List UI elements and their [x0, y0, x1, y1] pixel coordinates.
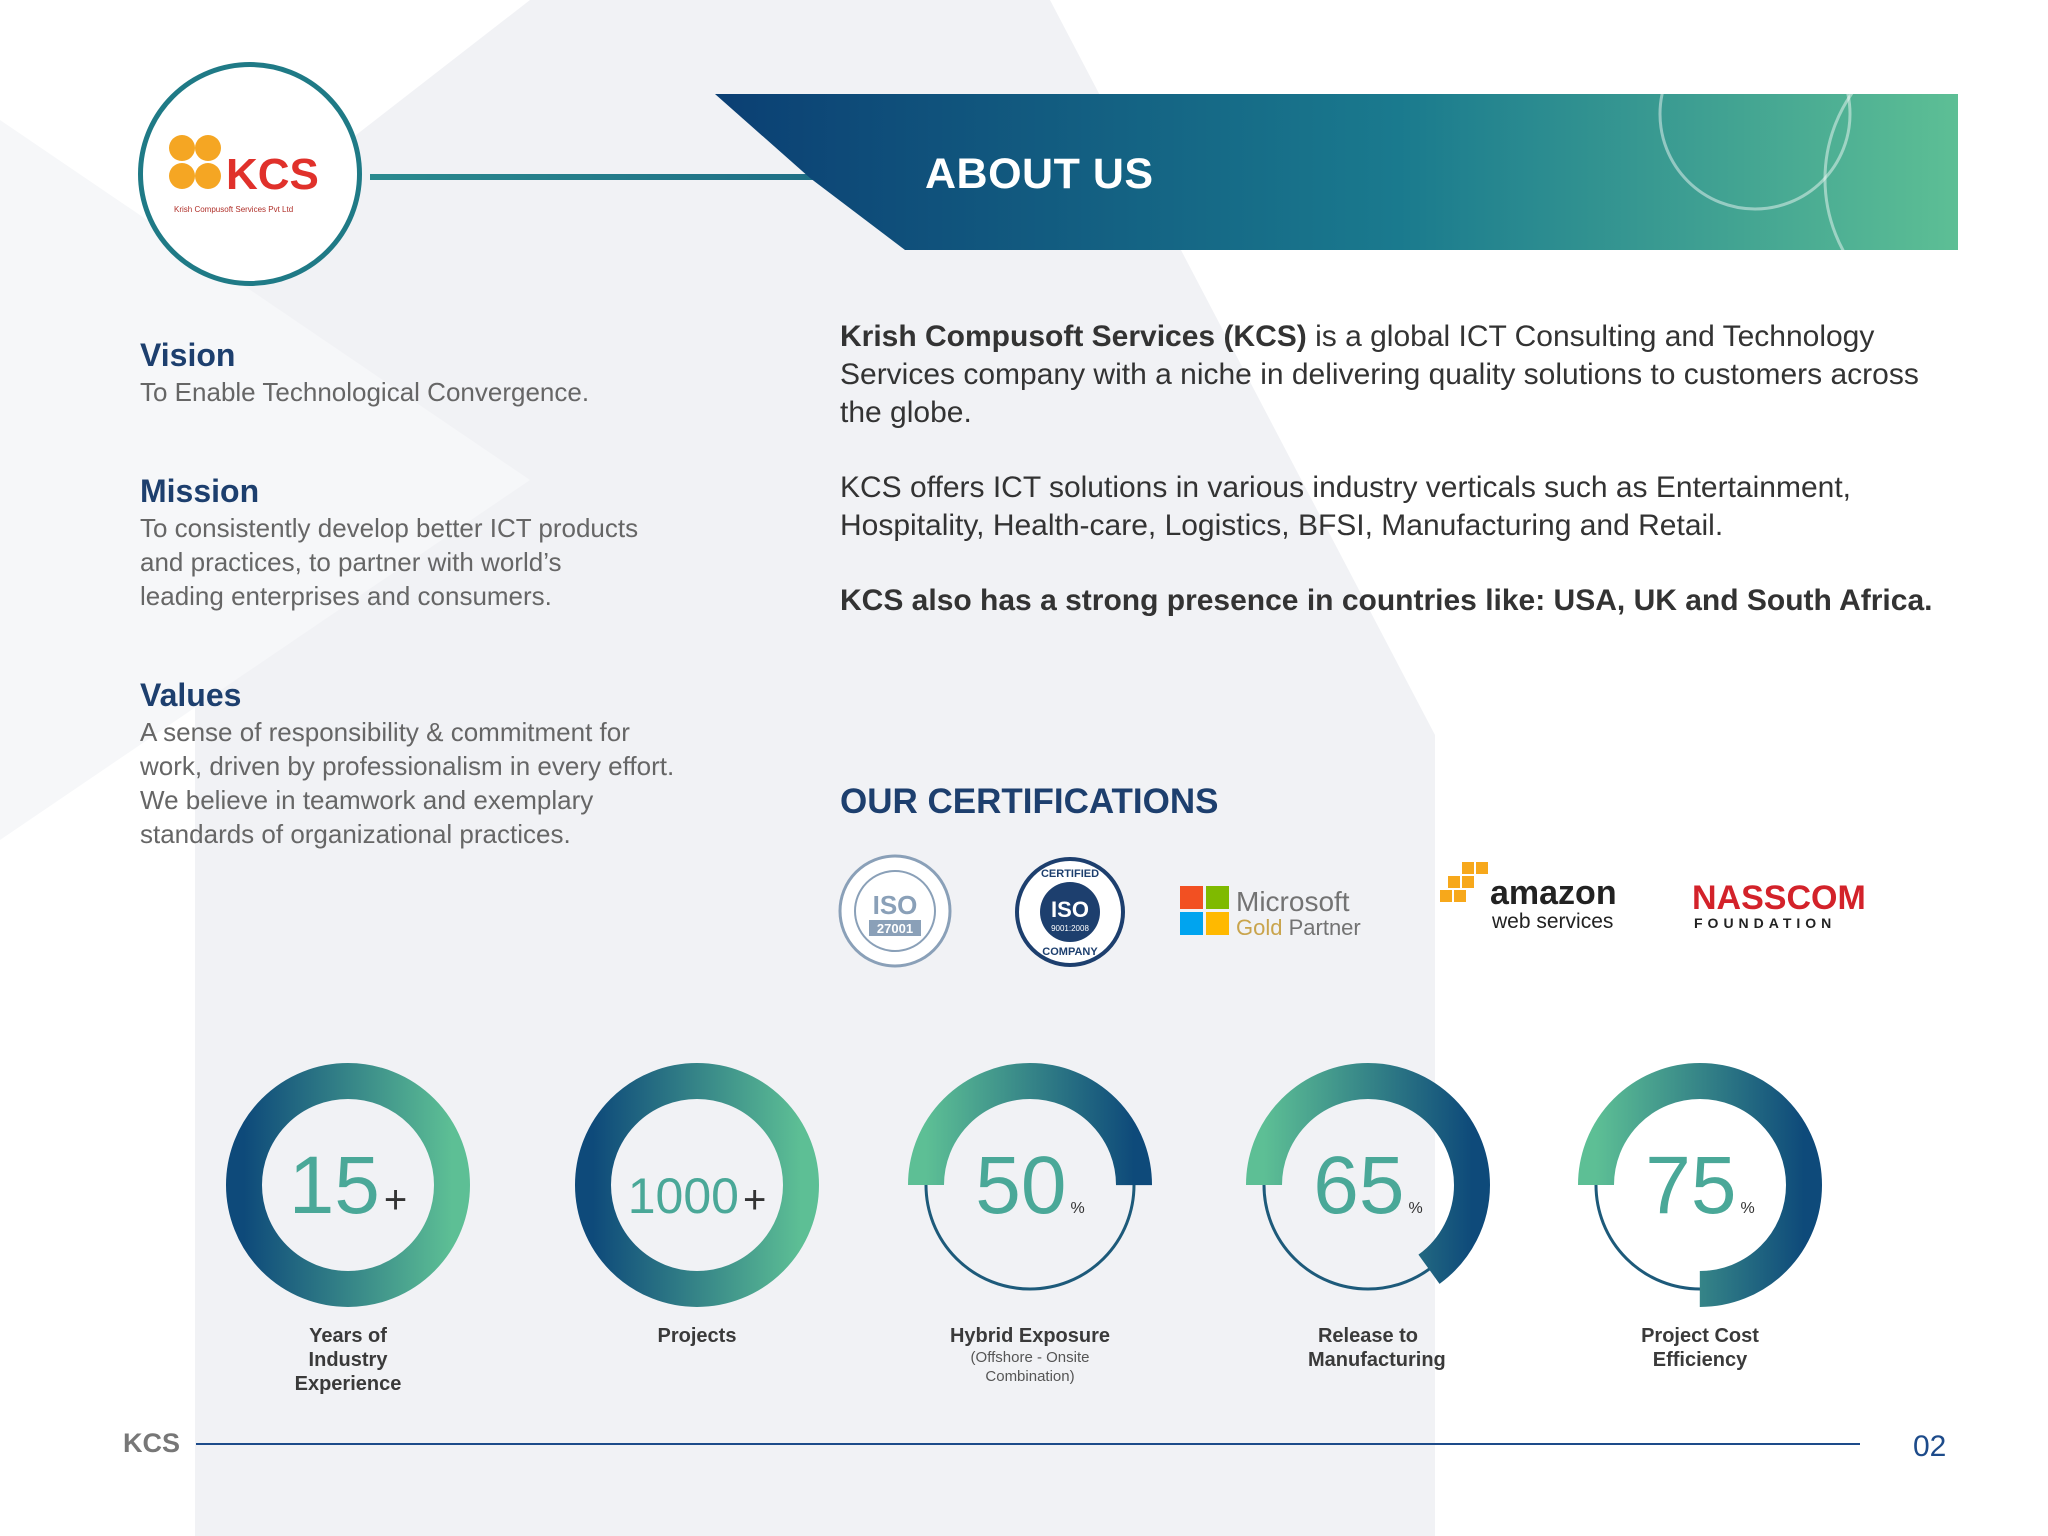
stat-item	[218, 1060, 478, 1396]
footer-brand: KCS	[123, 1428, 181, 1458]
mission-section	[140, 471, 700, 613]
page-title: ABOUT US	[925, 150, 1154, 198]
stat-ring	[1575, 1060, 1825, 1310]
svg-text:Microsoft: Microsoft	[1236, 886, 1350, 917]
company-logo	[138, 62, 374, 298]
stat-value: 50 %	[975, 1140, 1085, 1231]
nasscom-foundation-logo	[1690, 876, 1890, 936]
values-text: A sense of responsibility & commitment for work, driven by professionalism in every effort. We believe in teamwork and exemplary standards of organizational practices.	[140, 717, 675, 849]
stat-item	[567, 1060, 827, 1348]
stat-item	[1238, 1060, 1498, 1372]
stat-label: Release to Manufacturing	[1308, 1325, 1446, 1371]
stat-label: Projects	[657, 1325, 737, 1347]
svg-text:CERTIFIED: CERTIFIED	[1040, 868, 1100, 880]
logo-text: KCS	[226, 150, 319, 199]
about-paragraph-1-text: is a global ICT Consulting and Technology Services company with a niche in delivering quality solutions to customers across the globe.	[840, 320, 1919, 429]
stat-value: 1000 +	[627, 1168, 767, 1224]
stat-ring	[905, 1060, 1155, 1310]
stat-label: Years of Industry Experience	[294, 1325, 402, 1395]
values-section	[140, 675, 700, 851]
svg-text:amazon: amazon	[1490, 874, 1617, 912]
stat-value: 75 %	[1645, 1140, 1755, 1231]
svg-text:NASSCOM: NASSCOM	[1692, 879, 1866, 917]
svg-text:web services: web services	[1492, 910, 1614, 933]
footer-divider	[196, 1443, 1860, 1445]
microsoft-gold-partner-logo	[1178, 880, 1383, 940]
stat-item	[1570, 1060, 1830, 1372]
about-description	[840, 318, 1960, 657]
svg-text:ISO: ISO	[872, 890, 918, 920]
vision-text: To Enable Technological Convergence.	[140, 377, 590, 407]
logo-subtext: Krish Compusoft Services Pvt Ltd	[174, 205, 294, 214]
stat-label: Project Cost Efficiency	[1641, 1325, 1759, 1371]
stat-item	[900, 1060, 1160, 1386]
svg-text:FOUNDATION: FOUNDATION	[1694, 915, 1837, 931]
stat-sublabel: (Offshore - Onsite Combination)	[970, 1349, 1090, 1385]
iso-9001-badge	[1013, 855, 1127, 969]
company-name: Krish Compusoft Services (KCS)	[840, 320, 1307, 353]
about-paragraph-2: KCS offers ICT solutions in various industry verticals such as Entertainment, Hospitality, Health-care, Logistics, BFSI, Manufacturing and Retail.	[840, 471, 1851, 542]
stat-ring	[572, 1060, 822, 1310]
values-title: Values	[140, 677, 242, 713]
svg-text:ISO: ISO	[1051, 897, 1089, 922]
aws-logo	[1438, 858, 1638, 938]
svg-text:COMPANY: COMPANY	[1042, 946, 1098, 958]
stat-label: Hybrid Exposure	[949, 1325, 1111, 1347]
kcs-logo-mark	[168, 134, 348, 204]
stat-ring	[223, 1060, 473, 1310]
mission-text: To consistently develop better ICT products and practices, to partner with world’s leading enterprises and consumers.	[140, 513, 639, 611]
about-paragraph-3: KCS also has a strong presence in countries like: USA, UK and South Africa.	[840, 584, 1933, 617]
svg-text:9001:2008: 9001:2008	[1051, 924, 1089, 933]
page-number: 02	[1913, 1430, 1947, 1463]
vision-title: Vision	[140, 337, 236, 373]
stat-value: 65 %	[1313, 1140, 1423, 1231]
about-banner	[715, 94, 1958, 250]
certifications-title: OUR CERTIFICATIONS	[840, 782, 1219, 821]
vision-section	[140, 335, 700, 409]
mission-title: Mission	[140, 473, 260, 509]
vision-mission-values	[140, 335, 700, 851]
svg-text:27001: 27001	[876, 921, 914, 936]
svg-text:Gold Partner: Gold Partner	[1236, 915, 1361, 940]
iso-27001-badge	[836, 852, 954, 970]
about-paragraph-1	[840, 318, 1960, 432]
stat-ring	[1243, 1060, 1493, 1310]
stat-value: 15 +	[288, 1140, 408, 1231]
